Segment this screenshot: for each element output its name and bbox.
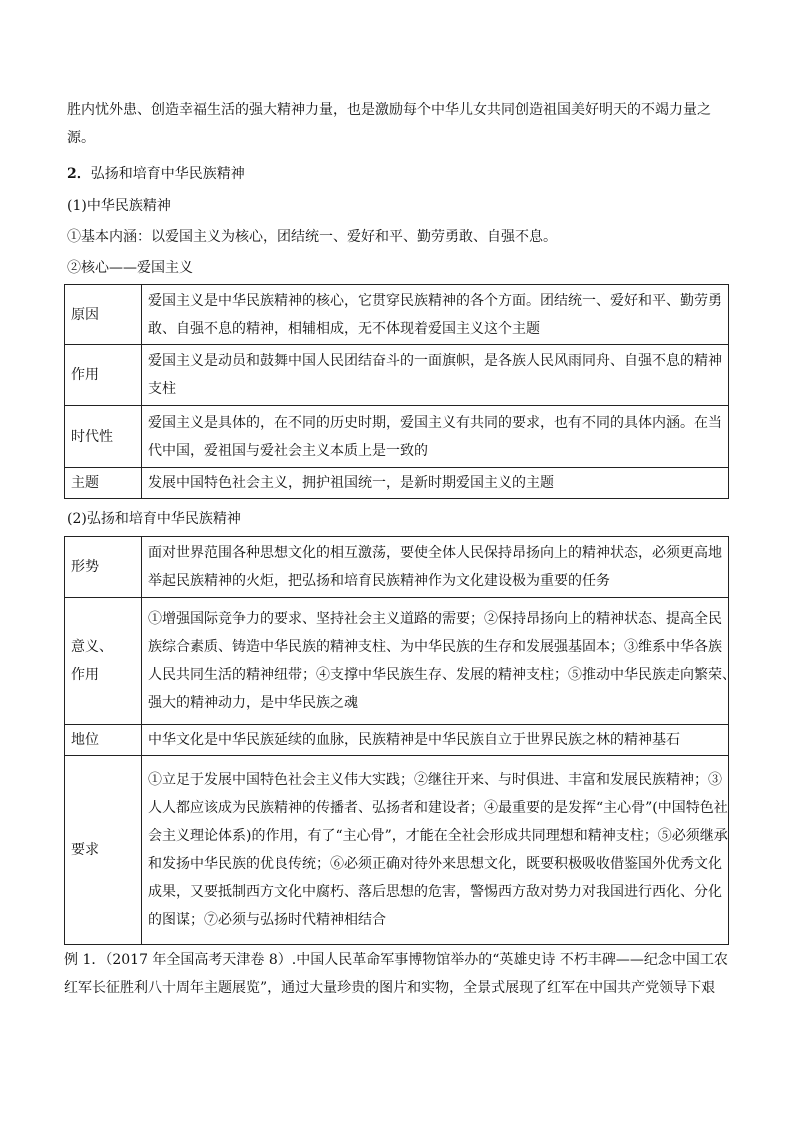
row-label: 时代性 — [65, 406, 142, 468]
section-heading — [67, 160, 731, 188]
core-heading: ②核心——爱国主义 — [67, 260, 193, 276]
section-number: 2． — [67, 166, 91, 182]
table-row — [65, 285, 729, 345]
row-content: 爱国主义是中华民族精神的核心，它贯穿民族精神的各个方面。团结统一、爱好和平、勤劳勇 敢、自强不息的精神，相辅相成，无不体现着爱国主义这个主题 — [142, 285, 729, 345]
table-row — [65, 725, 729, 756]
row-label: 原因 — [65, 285, 142, 345]
table-row — [65, 468, 729, 499]
row-label: 要求 — [65, 756, 142, 945]
table-row — [65, 537, 729, 598]
intro-line: 胜内忧外患、创造幸福生活的强大精神力量，也是激励每个中华儿女共同创造祖国美好明天的不竭力量之 — [67, 102, 711, 118]
subsection-heading: (1)中华民族精神 — [67, 198, 171, 214]
table-row — [65, 756, 729, 945]
table-row — [65, 345, 729, 406]
basic-connotation: ①基本内涵：以爱国主义为核心，团结统一、爱好和平、勤劳勇敢、自强不息。 — [67, 229, 557, 245]
row-content: 爱国主义是具体的，在不同的历史时期，爱国主义有共同的要求，也有不同的具体内涵。在当 代中国，爱祖国与爱社会主义本质上是一致的 — [142, 406, 729, 468]
row-label: 主题 — [65, 468, 142, 499]
row-content: 中华文化是中华民族延续的血脉，民族精神是中华民族自立于世界民族之林的精神基石 — [142, 725, 729, 756]
row-label: 地位 — [65, 725, 142, 756]
section-title: 弘扬和培育中华民族精神 — [90, 166, 245, 182]
intro-line: 源。 — [67, 130, 95, 146]
row-label: 意义、 作用 — [65, 598, 142, 725]
row-content: 爱国主义是动员和鼓舞中国人民团结奋斗的一面旗帜，是各族人民风雨同舟、自强不息的精神 支柱 — [142, 345, 729, 406]
row-content: 面对世界范围各种思想文化的相互激荡，要使全体人民保持昂扬向上的精神状态，必须更高地 举起民族精神的火炬，把弘扬和培育民族精神作为文化建设极为重要的任务 — [142, 537, 729, 598]
spirit-table — [64, 536, 736, 945]
row-label: 作用 — [65, 345, 142, 406]
example-line: 红军长征胜利八十周年主题展览”，通过大量珍贵的图片和实物，全景式展现了红军在中国共产党领导下艰 — [64, 980, 716, 996]
row-content: ①立足于发展中国特色社会主义伟大实践；②继往开来、与时俱进、丰富和发展民族精神；③ 人人都应该成为民族精神的传播者、弘扬者和建设者；④最重要的是发挥“主心骨”(中国特色社 会主义理论体系)的作用，有了“主心骨”，才能在全社会形成共同理想和精神支柱；⑤必须继承 和发扬中华民族的优良传统；⑥必须正确对待外来思想文化，既要积极吸收借鉴国外优秀文化 成果，又要抵制西方文化中腐朽、落后思想的危害，警惕西方敌对势力对我国进行西化、分化 的图谋；⑦必须与弘扬时代精神相结合 — [142, 756, 729, 945]
intro-paragraph — [67, 96, 731, 152]
patriotism-table — [64, 284, 729, 499]
row-content: 发展中国特色社会主义，拥护祖国统一，是新时期爱国主义的主题 — [142, 468, 729, 499]
subsection-heading-2: (2)弘扬和培育中华民族精神 — [67, 511, 241, 527]
row-label: 形势 — [65, 537, 142, 598]
row-content: ①增强国际竞争力的要求、坚持社会主义道路的需要；②保持昂扬向上的精神状态、提高全民 族综合素质、铸造中华民族的精神支柱、为中华民族的生存和发展强基固本；③维系中华各族 人民共同生活的精神纽带；④支撑中华民族生存、发展的精神支柱；⑤推动中华民族走向繁荣、 强大的精神动力，是中华民族之魂 — [142, 598, 729, 725]
example-paragraph — [64, 946, 728, 1002]
example-line: 例 1．（2017 年全国高考天津卷 8）.中国人民革命军事博物馆举办的“英雄史诗 不朽丰碑——纪念中国工农 — [64, 952, 728, 968]
table-row — [65, 598, 729, 725]
table-row — [65, 406, 729, 468]
